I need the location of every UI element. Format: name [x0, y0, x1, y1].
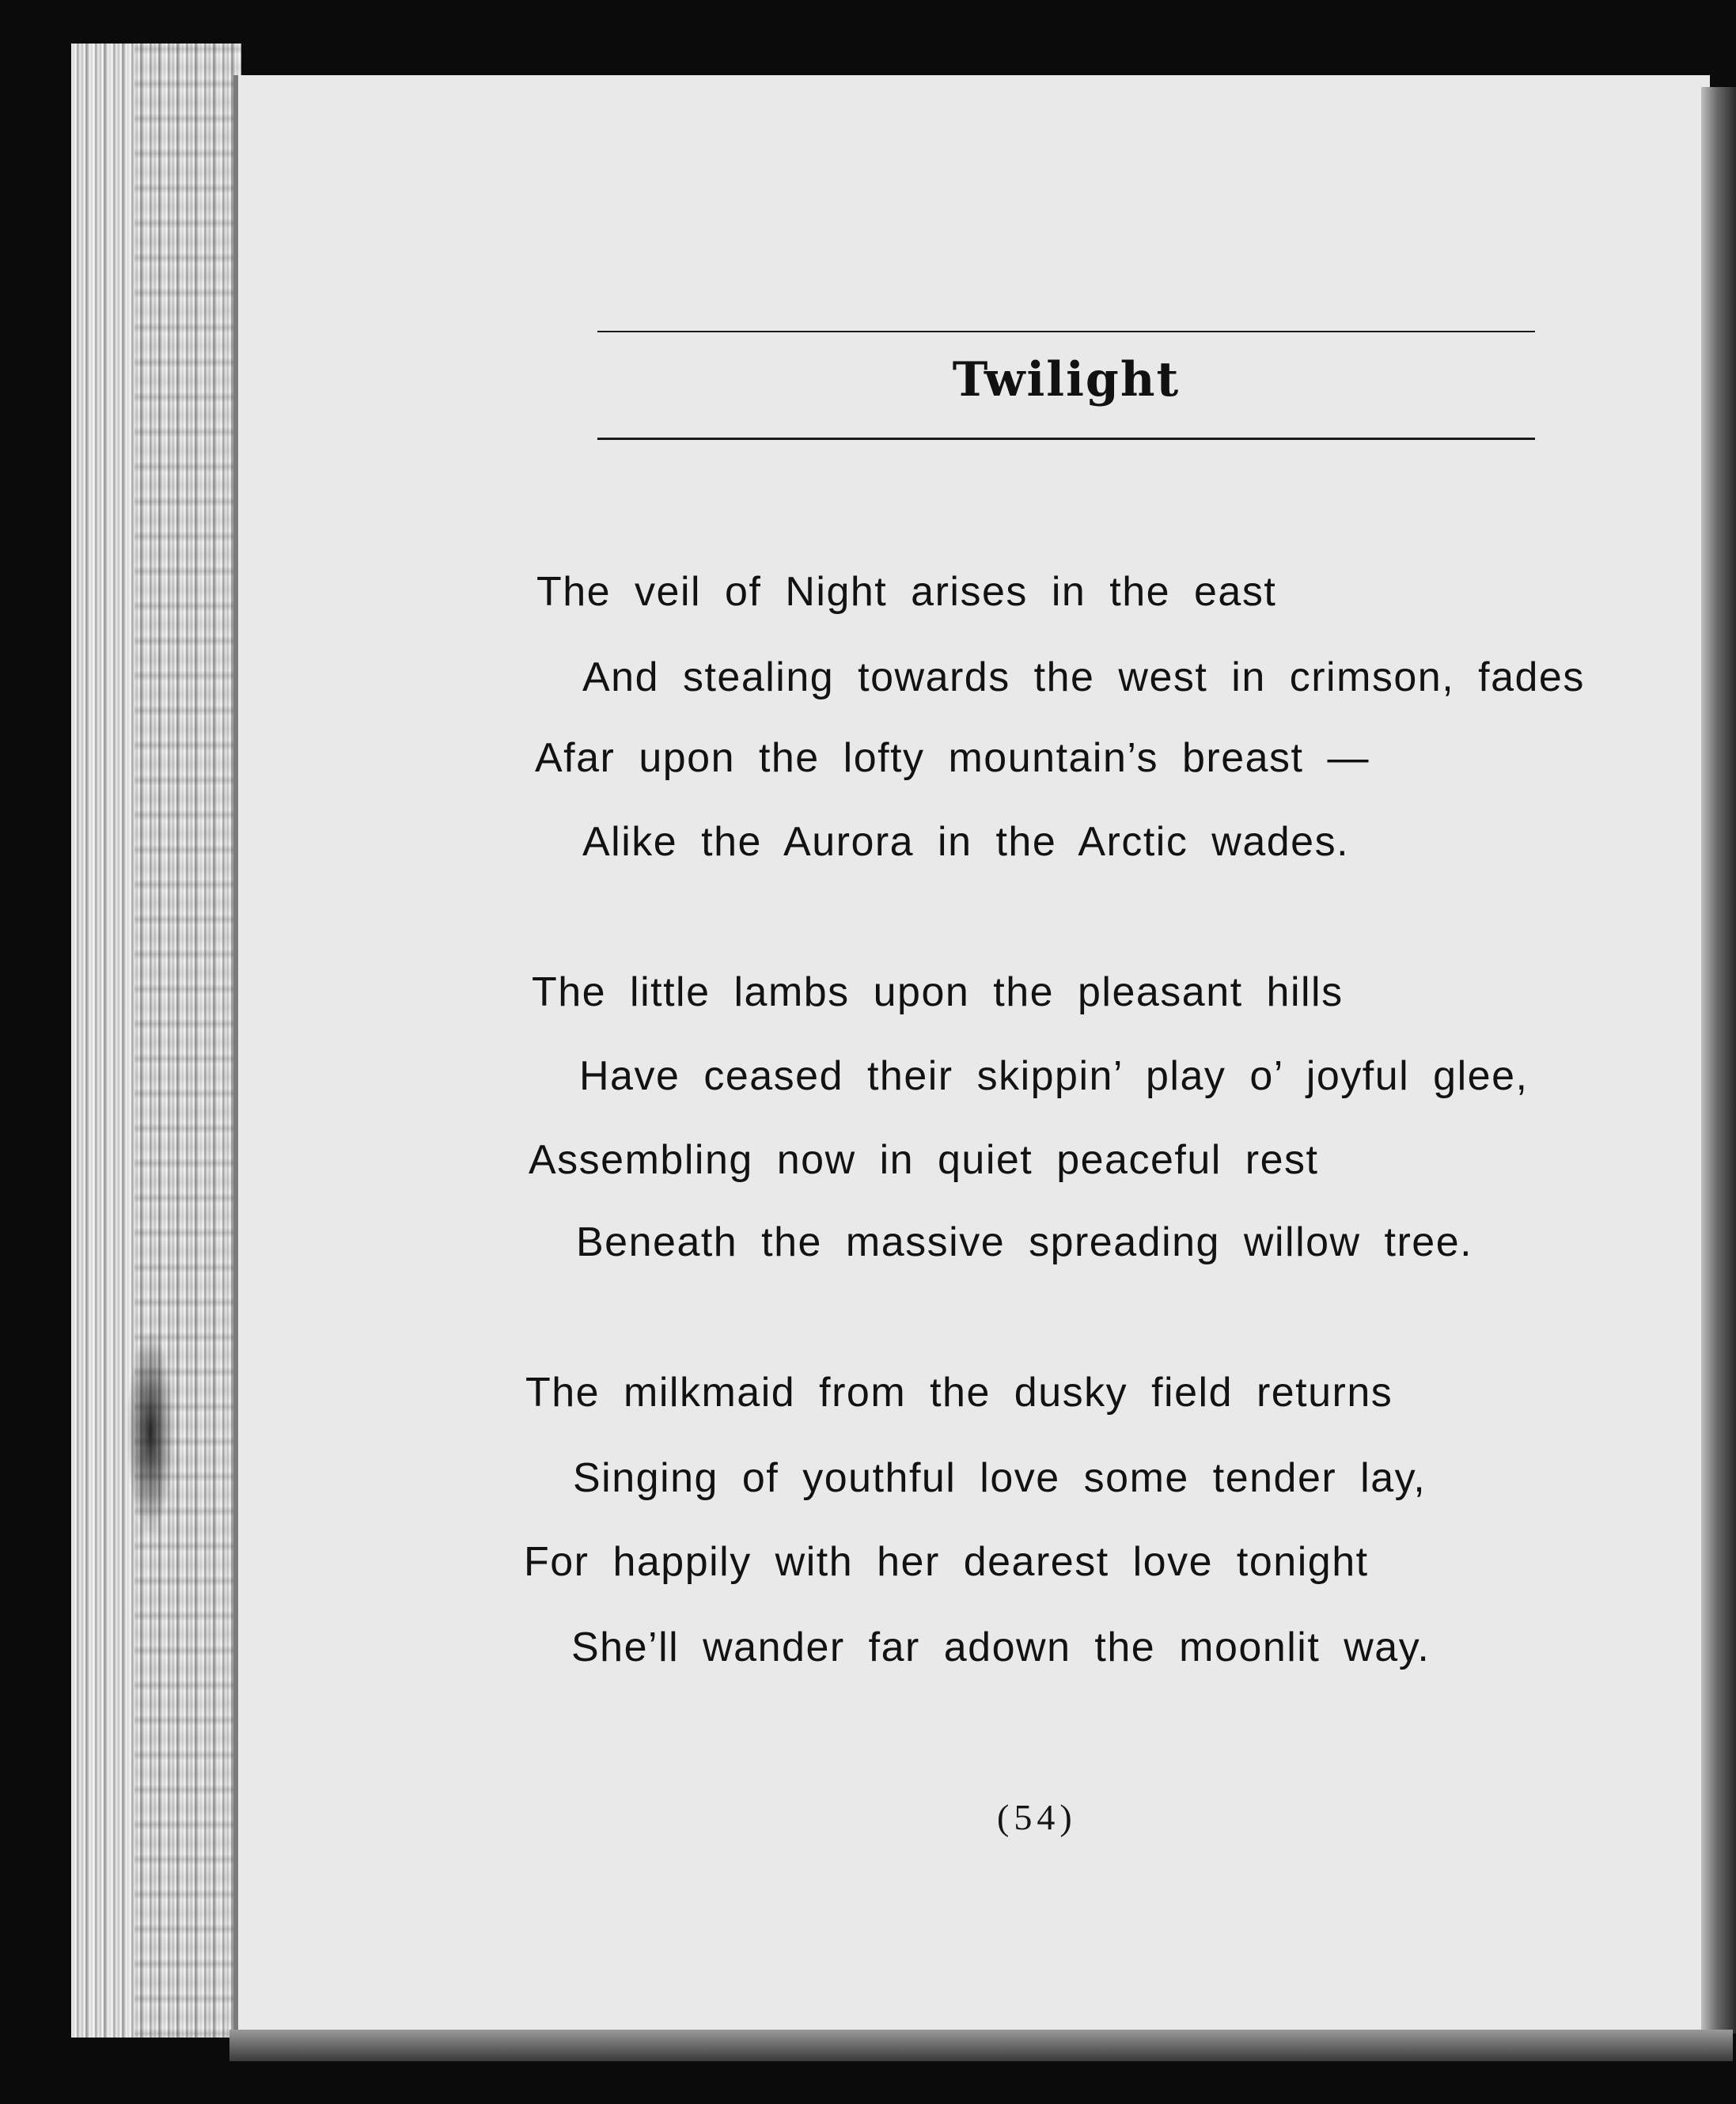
poem-line: The milkmaid from the dusky field returns [525, 1370, 1393, 1416]
poem-line: Singing of youthful love some tender lay, [573, 1455, 1427, 1501]
poem-line: Afar upon the lofty mountain’s breast — [535, 735, 1370, 781]
title-rule-top [597, 331, 1535, 332]
poem-line: The little lambs upon the pleasant hills [532, 969, 1344, 1015]
poem-line: She’ll wander far adown the moonlit way. [571, 1624, 1431, 1670]
poem-line: The veil of Night arises in the east [536, 569, 1277, 615]
fore-edge-texture [135, 44, 241, 2038]
poem-title: Twilight [952, 352, 1181, 408]
poem-line: Have ceased their skippin’ play o’ joyful glee, [579, 1053, 1529, 1099]
poem-line: Alike the Aurora in the Arctic wades. [582, 819, 1350, 865]
poem-line: Assembling now in quiet peaceful rest [529, 1137, 1319, 1183]
page-right-edge [1701, 87, 1736, 2034]
poem-line: And stealing towards the west in crimson, fades [582, 654, 1585, 700]
poem-line: Beneath the massive spreading willow tree. [576, 1219, 1473, 1265]
page-number: (54) [997, 1797, 1077, 1837]
title-rule-bottom [597, 438, 1535, 440]
page-bottom-edge [229, 2030, 1733, 2061]
poem-line: For happily with her dearest love tonight [524, 1539, 1369, 1585]
fore-edge-stain [127, 1329, 174, 1535]
